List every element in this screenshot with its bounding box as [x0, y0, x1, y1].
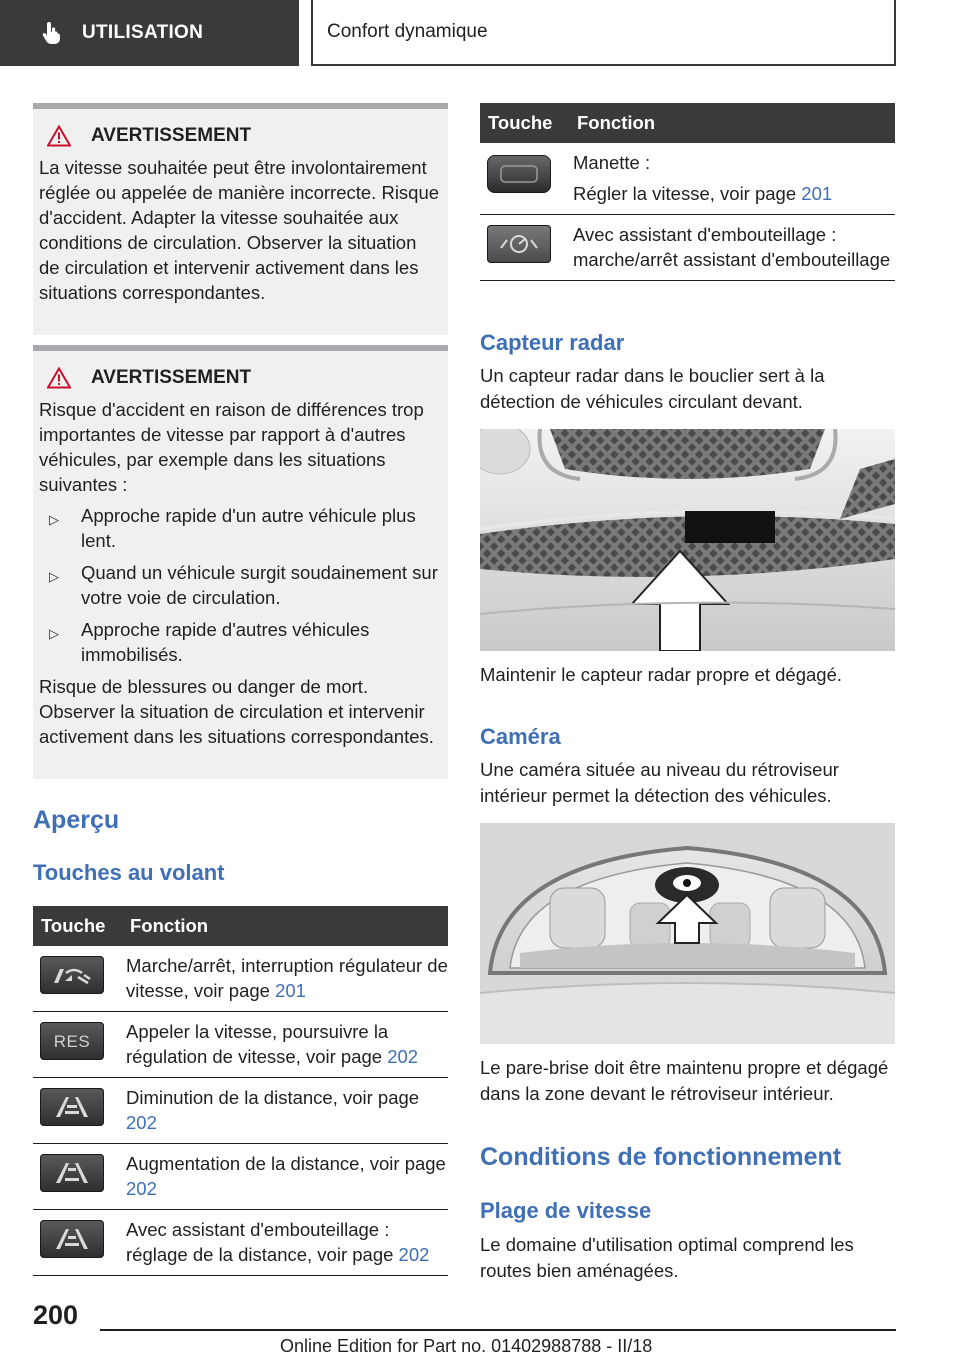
list-item: ▷ Approche rapide d'autres véhicules immobilisés. [49, 619, 370, 665]
radar-caption: Maintenir le capteur radar propre et dégagé. [480, 664, 842, 685]
table-row: Avec assistant d'embouteillage : marche/arrêt assistant d'embouteillage [480, 215, 895, 281]
warning-intro: Risque d'accident en raison de différences trop importantes de vitesse par rapport à d'autres véhicules, par exemple dans les situations suivantes : [39, 399, 424, 495]
conditions-heading: Conditions de fonctionnement [480, 1143, 842, 1171]
steering-keys-heading: Touches au volant [33, 860, 225, 885]
page-link[interactable]: 202 [126, 1178, 157, 1199]
res-icon: RES [40, 1022, 104, 1060]
page-link[interactable]: 201 [275, 980, 306, 1001]
camera-heading: Caméra [480, 724, 561, 749]
column-header: Fonction [573, 103, 895, 143]
radar-sensor-image [480, 429, 895, 651]
camera-caption: Le pare-brise doit être maintenu propre et dégagé dans la zone devant le rétroviseur intérieur. [480, 1057, 889, 1104]
distance-increase-icon [40, 1154, 104, 1192]
page-link[interactable]: 202 [398, 1244, 430, 1265]
page-number: 200 [33, 1300, 79, 1330]
footer-divider [100, 1329, 896, 1331]
warning-triangle-icon [47, 125, 71, 147]
table-row: Manette : Régler la vitesse, voir page 201 [480, 143, 895, 215]
steering-keys-table-2 [480, 103, 895, 281]
table-row: RES Appeler la vitesse, poursuivre la régulation de vitesse, voir page 202 [33, 1012, 448, 1078]
traffic-jam-assistant-icon [487, 225, 551, 263]
table-row: Marche/arrêt, interruption régulateur de vitesse, voir page 201 [33, 946, 448, 1012]
hand-pointer-icon [40, 20, 66, 46]
warning-box-1 [33, 103, 448, 335]
warning-box-2 [33, 345, 448, 779]
page-link[interactable]: 201 [801, 183, 833, 204]
camera-text: Une caméra située au niveau du rétroviseur intérieur permet la détection des véhicules. [480, 759, 839, 806]
traffic-jam-distance-icon [40, 1220, 104, 1258]
steering-keys-table [33, 906, 448, 1276]
column-header: Fonction [126, 906, 448, 946]
lever-icon [487, 155, 551, 193]
warning-triangle-icon [47, 367, 71, 389]
bullet-triangle-icon: ▷ [49, 569, 59, 584]
cruise-onoff-icon [40, 956, 104, 994]
speed-range-text: Le domaine d'utilisation optimal comprend les routes bien aménagées. [480, 1234, 854, 1281]
radar-heading: Capteur radar [480, 330, 625, 355]
warning-list [39, 503, 440, 667]
section-tab [0, 0, 299, 66]
page-link[interactable]: 202 [126, 1112, 157, 1133]
warning-text: La vitesse souhaitée peut être involontairement réglée ou appelée de manière incorrecte. Risque d'accident. Adapter la vitesse souhaitée aux conditions de circulation. Observer la situation de circulation et intervenir activement dans les situations correspondantes. [39, 157, 440, 303]
radar-text: Un capteur radar dans le bouclier sert à la détection de véhicules circulant devant. [480, 365, 825, 412]
page-link[interactable]: 202 [387, 1046, 419, 1067]
speed-range-heading: Plage de vitesse [480, 1198, 652, 1223]
warning-outro: Risque de blessures ou danger de mort. Observer la situation de circulation et intervenir activement dans les situations correspondantes. [39, 676, 434, 747]
chapter-label: Confort dynamique [327, 21, 488, 42]
footer-edition: Online Edition for Part no. 01402988788 - II/18 [280, 1336, 653, 1356]
list-item: ▷ Quand un véhicule surgit soudainement sur votre voie de circulation. [49, 562, 438, 608]
warning-title: AVERTISSEMENT [39, 367, 440, 389]
section-label: UTILISATION [82, 22, 204, 43]
bullet-triangle-icon: ▷ [49, 626, 59, 641]
table-row: Diminution de la distance, voir page 202 [33, 1078, 448, 1144]
camera-image [480, 823, 895, 1044]
distance-decrease-icon [40, 1088, 104, 1126]
warning-title: AVERTISSEMENT [39, 125, 440, 147]
table-row: Avec assistant d'embouteillage : réglage de la distance, voir page 202 [33, 1210, 448, 1276]
list-item: ▷ Approche rapide d'un autre véhicule plus lent. [49, 505, 416, 551]
table-row: Augmentation de la distance, voir page 202 [33, 1144, 448, 1210]
column-header: Touche [33, 906, 126, 946]
chapter-tab [311, 0, 896, 66]
bullet-triangle-icon: ▷ [49, 512, 59, 527]
column-header: Touche [480, 103, 573, 143]
overview-heading: Aperçu [33, 806, 120, 834]
